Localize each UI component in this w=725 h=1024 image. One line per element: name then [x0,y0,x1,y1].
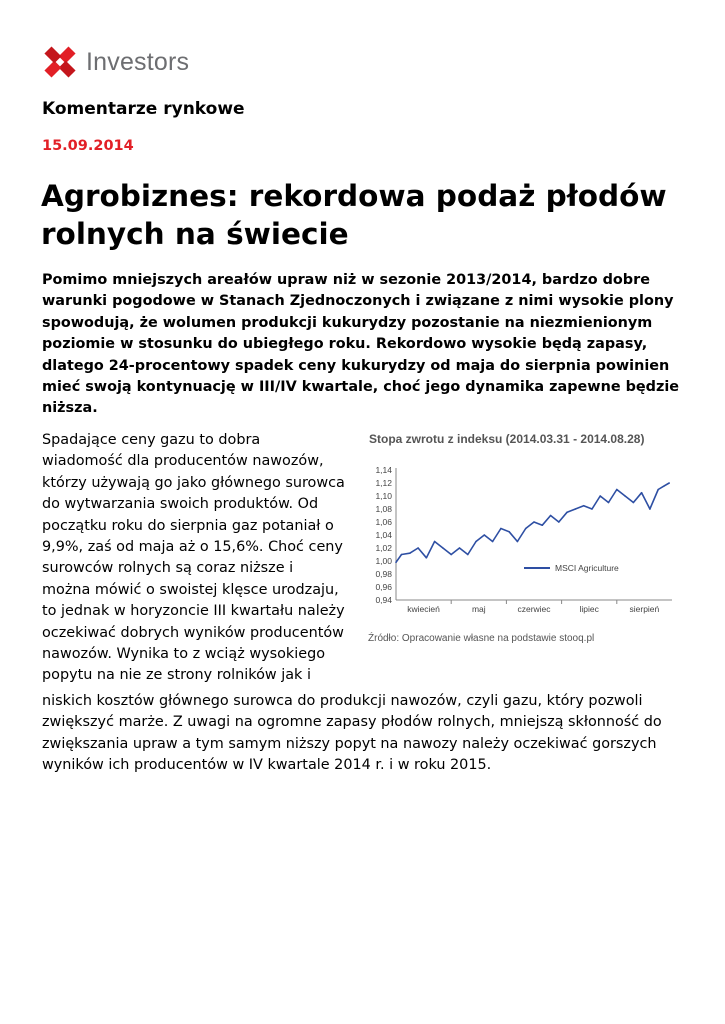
section-label: Komentarze rynkowe [42,99,245,119]
data-point [533,521,535,523]
data-point [401,554,403,556]
data-point [475,541,477,543]
y-tick-label: 1,08 [375,504,392,514]
data-point [459,547,461,549]
article-body-full: niskich kosztów głównego surowca do produkcji nawozów, czyli gazu, który pozwoli zwiększyć marże. Z uwagi na ogromne zapasy płodów rolnych, mniejszą skłonność do zwiększania upraw a tym samym niższy popyt na nawozy należy oczekiwać gorszych wyników ich producentów w IV kwartale 2014 r. i w roku 2015. [42,693,662,774]
series-line [396,483,669,562]
y-tick-label: 0,98 [375,569,392,579]
data-point [663,485,665,487]
y-tick-label: 0,96 [375,582,392,592]
data-point [541,524,543,526]
brand-name: Investors [86,47,190,76]
legend-label: MSCI Agriculture [555,563,619,573]
x-tick-label: sierpień [629,604,660,614]
line-chart [364,430,680,630]
x-tick-label: czerwiec [517,604,551,614]
data-point [417,547,419,549]
y-tick-label: 1,10 [375,491,392,501]
x-tick-label: lipiec [579,604,599,614]
data-point [599,495,601,497]
data-point [434,541,436,543]
data-point [442,547,444,549]
data-point [395,562,397,564]
article-body-column: Spadające ceny gazu to dobra wiadomość dla producentów nawozów, którzy używają go jako głównego surowca do wytwarzania swoich produktów. Od początku roku do sierpnia gaz potaniał o 9,9%, zaś od maja aż o 15,6%. Choć ceny surowców rolnych są coraz niższe i można mówić o swoistej klęsce urodzaju, to jednak w horyzoncie III kwartału należy oczekiwać dobrych wyników producentów nawozów. Wynika to z wciąż wysokiego popytu na nie ze strony rolników jak i [42,432,345,684]
data-point [616,489,618,491]
data-point [550,515,552,517]
x-tick-label: maj [471,604,486,614]
data-point [426,557,428,559]
data-point [649,508,651,510]
data-point [517,541,519,543]
data-point [566,511,568,513]
y-tick-label: 0,94 [375,595,392,605]
chart-title: Stopa zwrotu z indeksu (2014.03.31 - 2014.08.28) [369,432,645,446]
y-tick-label: 1,04 [375,530,392,540]
data-point [633,502,635,504]
y-tick-label: 1,14 [375,465,392,475]
data-point [583,505,585,507]
article-lead: Pomimo mniejszych areałów upraw niż w sezonie 2013/2014, bardzo dobre warunki pogodowe w Stanach Zjednoczonych i związane z nimi wysokie plony spowodują, że wolumen produkcji kukurydzy pozostanie na niezmienionym poziomie w stosunku do ubiegłego roku. Rekordowo wysokie będą zapasy, dlatego 24-procentowy spadek ceny kukurydzy od maja do sierpnia powinien mieć swoją kontynuację w III/IV kwartale, choć jego dynamika zapewne będzie niższa. [42,272,680,417]
y-tick-label: 1,06 [375,517,392,527]
data-point [575,508,577,510]
y-tick-label: 1,00 [375,556,392,566]
data-point [409,552,411,554]
article-date: 15.09.2014 [42,138,134,154]
data-point [467,554,469,556]
data-point [657,489,659,491]
data-point [624,495,626,497]
investors-logo[interactable] [40,42,189,82]
x-tick-label: kwiecień [407,604,440,614]
article-title: Agrobiznes: rekordowa podaż płodów rolnych na świecie [41,179,667,251]
data-point [668,482,670,484]
data-point [500,528,502,530]
data-point [492,541,494,543]
data-point [591,508,593,510]
data-point [450,554,452,556]
data-point [608,502,610,504]
data-point [484,534,486,536]
chart-source: Źródło: Opracowanie własne na podstawie stooq.pl [368,633,595,644]
investors-logo-icon [40,42,80,82]
data-point [508,531,510,533]
y-tick-label: 1,12 [375,478,392,488]
chart-figure [364,430,680,652]
data-point [558,521,560,523]
y-tick-label: 1,02 [375,543,392,553]
data-point [525,528,527,530]
data-point [641,492,643,494]
